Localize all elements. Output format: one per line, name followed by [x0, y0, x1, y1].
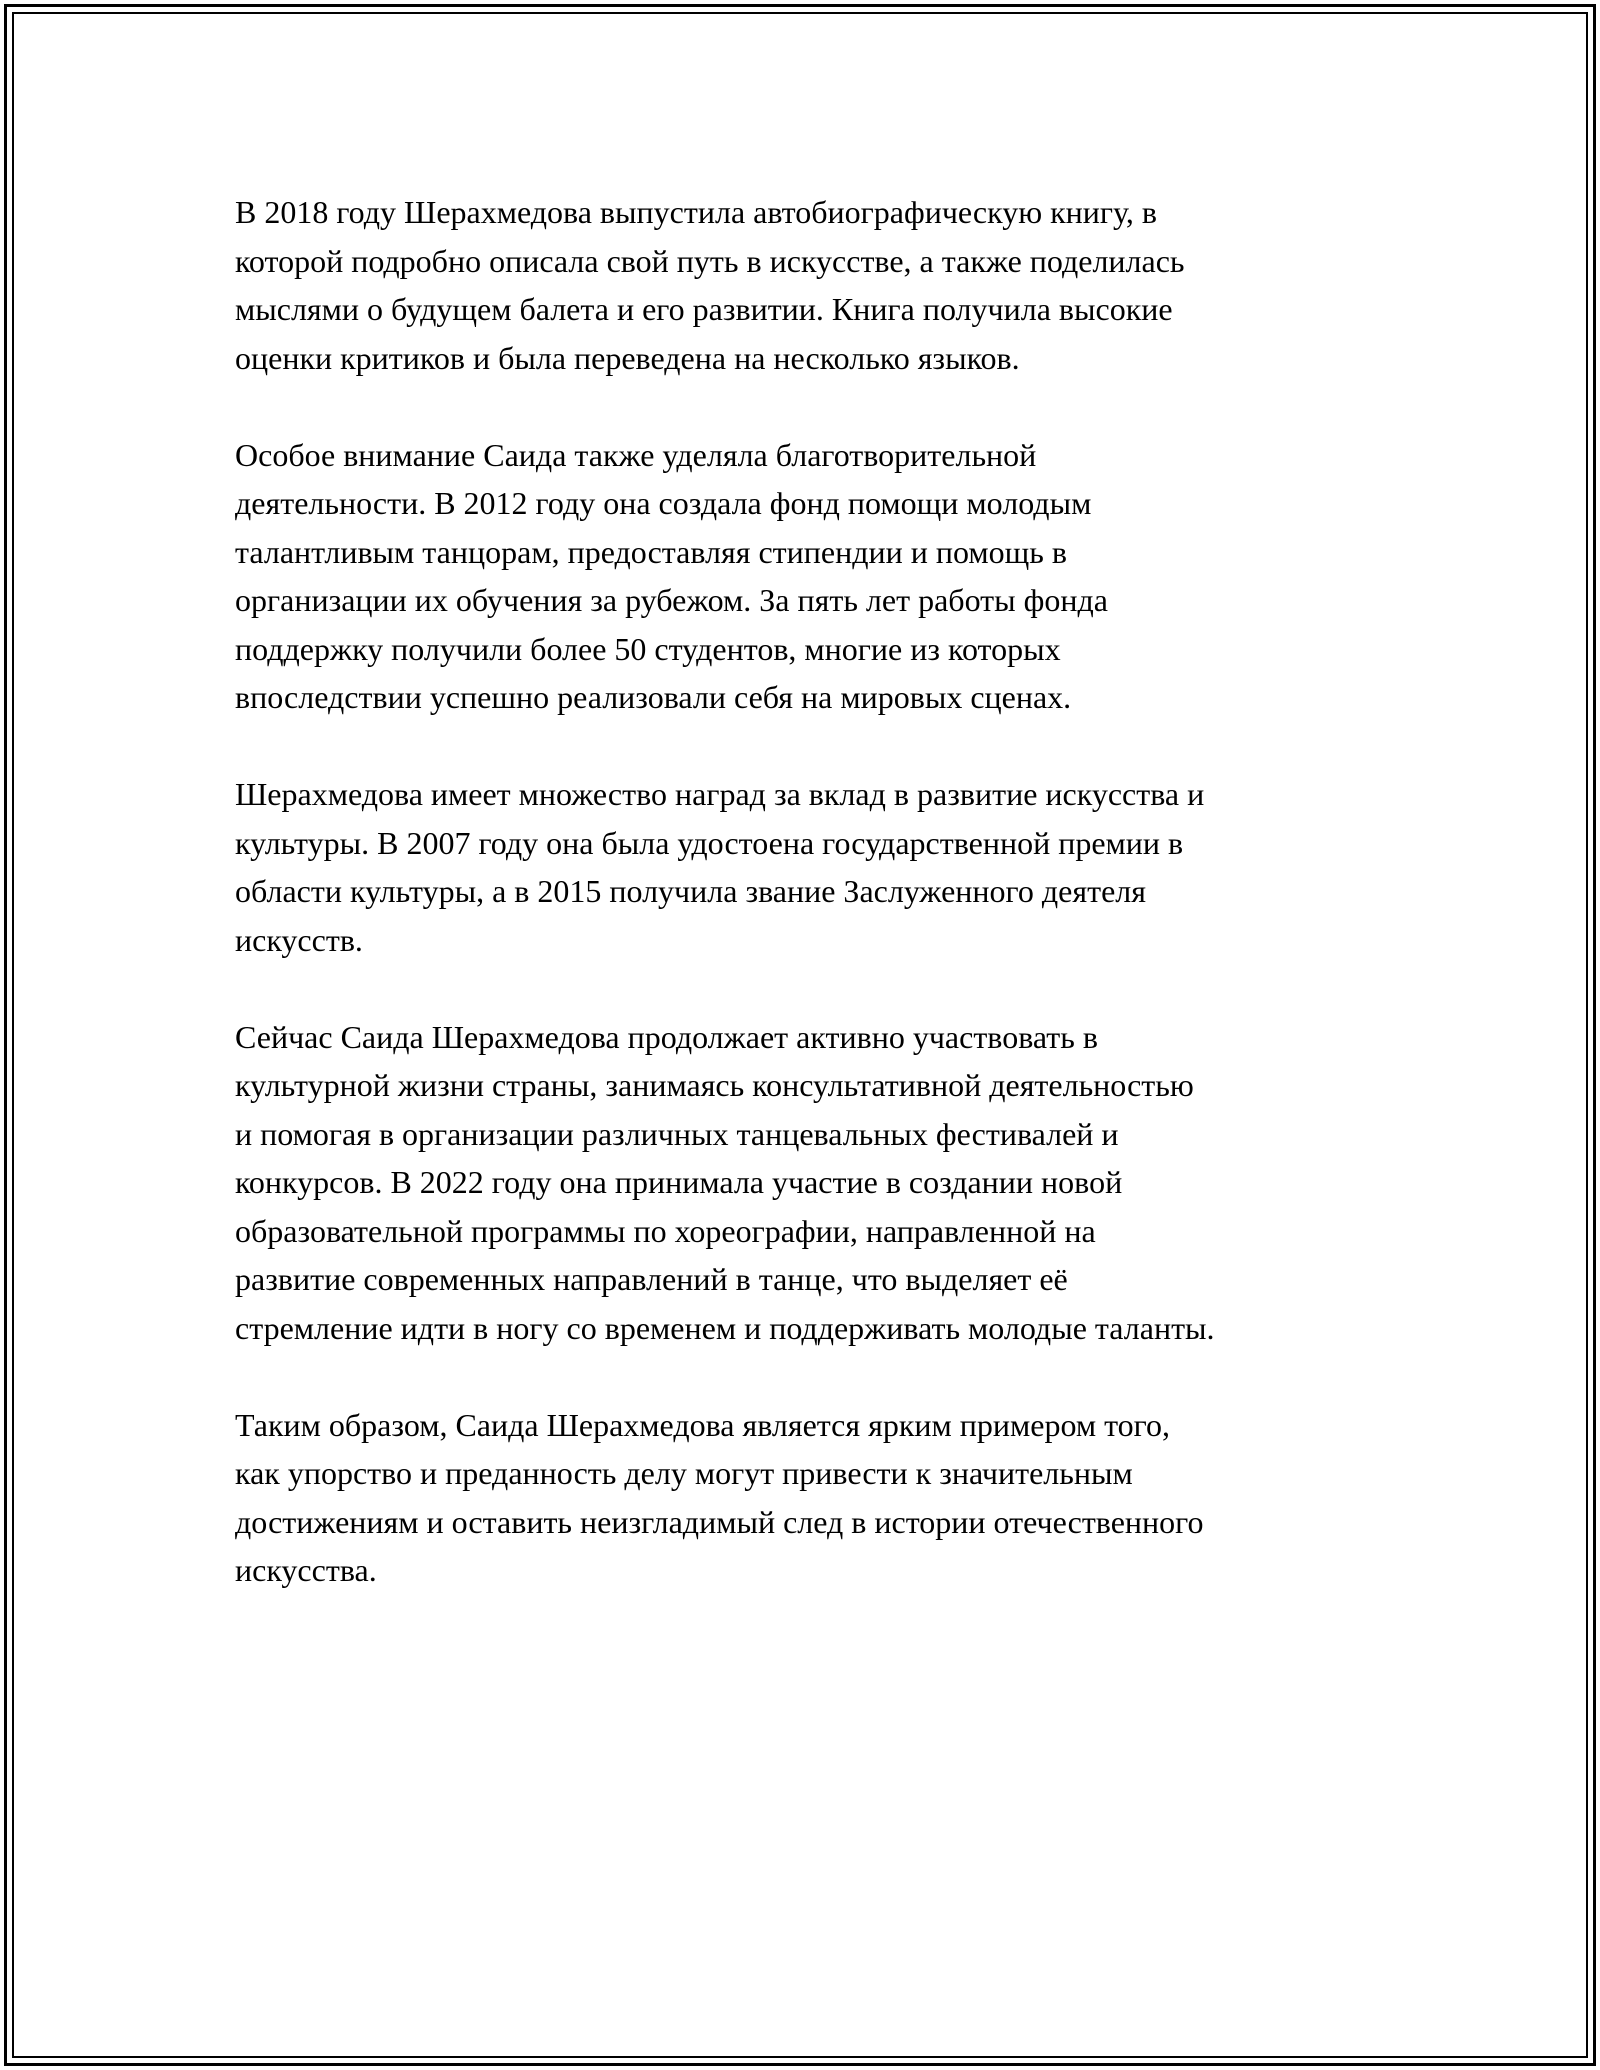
paragraph-conclusion	[235, 1401, 1395, 1595]
text-line: как упорство и преданность делу могут привести к значительным	[235, 1455, 1133, 1491]
document-body	[235, 188, 1395, 1643]
text-line: оценки критиков и была переведена на несколько языков.	[235, 339, 1020, 376]
text-line: достижениям и оставить неизгладимый след в истории отечественного	[235, 1503, 1204, 1540]
text-line: Сейчас Саида Шерахмедова продолжает активно участвовать в	[235, 1018, 1098, 1055]
paragraph-awards	[235, 770, 1395, 964]
text-line: культуры. В 2007 году она была удостоена государственной премии в	[235, 824, 1184, 861]
text-line: развитие современных направлений в танце, что выделяет её	[235, 1261, 1068, 1297]
paragraph-book	[235, 188, 1395, 382]
text-line: искусств.	[235, 921, 363, 958]
text-line: Шерахмедова имеет множество наград за вклад в развитие искусства и	[235, 776, 1205, 812]
text-line: В 2018 году Шерахмедова выпустила автобиографическую книгу, в	[235, 194, 1157, 230]
text-line: Таким образом, Саида Шерахмедова является ярким примером того,	[235, 1406, 1170, 1443]
text-line: и помогая в организации различных танцевальных фестивалей и	[235, 1115, 1119, 1152]
text-line: конкурсов. В 2022 году она принимала участие в создании новой	[235, 1164, 1123, 1200]
text-line: которой подробно описала свой путь в искусстве, а также поделилась	[235, 242, 1185, 279]
text-line: области культуры, а в 2015 получила звание Заслуженного деятеля	[235, 873, 1146, 909]
text-line: деятельности. В 2012 году она создала фонд помощи молодым	[235, 485, 1092, 521]
text-line: организации их обучения за рубежом. За пять лет работы фонда	[235, 582, 1108, 618]
paragraph-current-activity	[235, 1013, 1395, 1353]
text-line: впоследствии успешно реализовали себя на мировых сценах.	[235, 679, 1072, 715]
text-line: стремление идти в ногу со временем и поддерживать молодые таланты.	[235, 1309, 1215, 1346]
text-line: Особое внимание Саида также уделяла благотворительной	[235, 436, 1037, 473]
text-line: культурной жизни страны, занимаясь консультативной деятельностью	[235, 1067, 1194, 1103]
text-line: талантливым танцорам, предоставляя стипендии и помощь в	[235, 533, 1067, 570]
paragraph-charity	[235, 431, 1395, 722]
text-line: искусства.	[235, 1552, 377, 1588]
text-line: поддержку получили более 50 студентов, многие из которых	[235, 630, 1061, 667]
text-line: мыслями о будущем балета и его развитии. Книга получила высокие	[235, 291, 1173, 327]
text-line: образовательной программы по хореографии, направленной на	[235, 1212, 1096, 1249]
